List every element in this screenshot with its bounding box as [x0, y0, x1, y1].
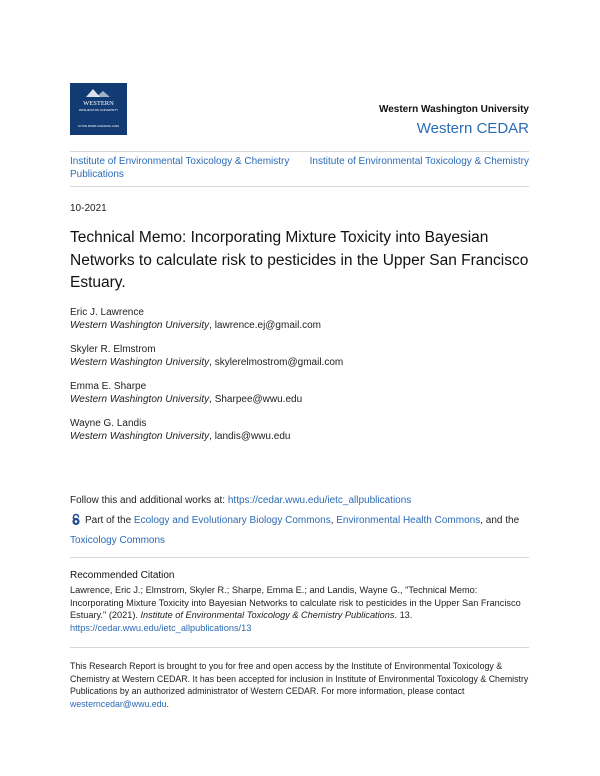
follow-line	[70, 495, 411, 506]
contact-email-link[interactable]: westerncedar@wwu.edu	[70, 698, 167, 709]
follow-prefix: Follow this and additional works at:	[70, 495, 228, 506]
author-affiliation: Western Washington University	[70, 394, 210, 405]
author-block: Emma E. Sharpe Western Washington University, Sharpee@wwu.edu	[70, 381, 303, 405]
document-title: Technical Memo: Incorporating Mixture Toxicity into Bayesian Networks to calculate risk to pesticides in the Upper San Francisco Estuary.	[70, 229, 529, 291]
part-of-line	[70, 512, 540, 549]
access-notice	[70, 660, 532, 710]
open-access-icon	[70, 513, 82, 532]
author-email: Sharpee@wwu.edu	[214, 394, 303, 405]
divider-series	[70, 186, 529, 187]
notice-end: .	[166, 698, 169, 709]
series-link-right[interactable]: Institute of Environmental Toxicology & Chemistry	[309, 156, 529, 167]
citation-number: . 13.	[394, 610, 413, 620]
citation-body: Lawrence, Eric J.; Elmstrom, Skyler R.; Sharpe, Emma E.; and Landis, Wayne G., "Technical Memo: Incorporating Mixture Toxicity into Bayesian Networks to calculate risk to pesticides in the Upper San Francisco Estuary." (2021).	[70, 585, 521, 620]
divider-top	[70, 151, 529, 152]
notice-text: This Research Report is brought to you for free and open access by the Institute of Environmental Toxicology & Chemistry at Western CEDAR. It has been accepted for inclusion in Institute of Environmental Toxicology & Chemistry Publications by an authorized administrator of Western CEDAR. For more information, please contact	[70, 661, 529, 696]
commons-link-toxicology[interactable]: Toxicology Commons	[70, 535, 166, 546]
author-block: Skyler R. Elmstrom Western Washington University, skylerelmostrom@gmail.com	[70, 344, 344, 368]
author-affiliation: Western Washington University	[70, 431, 210, 442]
author-affiliation: Western Washington University	[70, 357, 210, 368]
author-email: landis@wwu.edu	[214, 431, 291, 442]
author-block: Wayne G. Landis Western Washington University, landis@wwu.edu	[70, 418, 291, 442]
wwu-logo[interactable]	[70, 83, 127, 135]
separator: ,	[330, 515, 337, 526]
logo-line1: WESTERN	[83, 100, 114, 107]
citation-series: Institute of Environmental Toxicology & Chemistry Publications	[140, 610, 395, 620]
author-name: Skyler R. Elmstrom	[70, 344, 156, 355]
logo-tagline: ACTIVE MINDS CHANGING LIVES	[77, 125, 120, 128]
part-of-prefix: Part of the	[85, 515, 134, 526]
follow-link[interactable]: https://cedar.wwu.edu/ietc_allpublications	[227, 495, 412, 506]
publication-date: 10-2021	[70, 203, 107, 214]
author-affiliation: Western Washington University	[70, 320, 210, 331]
author-block: Eric J. Lawrence Western Washington University, lawrence.ej@gmail.com	[70, 307, 322, 331]
separator-and: , and the	[480, 515, 520, 526]
citation-link[interactable]: https://cedar.wwu.edu/ietc_allpublications/13	[70, 622, 252, 633]
author-name: Wayne G. Landis	[70, 418, 147, 429]
author-name: Emma E. Sharpe	[70, 381, 147, 392]
author-name: Eric J. Lawrence	[70, 307, 144, 318]
divider-notice	[70, 647, 529, 648]
commons-link-ecology[interactable]: Ecology and Evolutionary Biology Commons	[133, 515, 331, 526]
divider-citation	[70, 557, 529, 558]
university-name: Western Washington University	[378, 104, 529, 115]
wwu-logo-icon	[70, 83, 127, 135]
recommended-citation-heading: Recommended Citation	[70, 570, 175, 581]
author-email: skylerelmostrom@gmail.com	[214, 357, 344, 368]
author-email: lawrence.ej@gmail.com	[214, 320, 322, 331]
repository-link[interactable]: Western CEDAR	[416, 120, 529, 137]
citation-text	[70, 584, 532, 634]
commons-link-environmental-health[interactable]: Environmental Health Commons	[336, 515, 481, 526]
logo-line2: WASHINGTON UNIVERSITY	[78, 108, 119, 112]
series-link-left[interactable]: Institute of Environmental Toxicology & Chemistry Publications	[70, 156, 290, 180]
